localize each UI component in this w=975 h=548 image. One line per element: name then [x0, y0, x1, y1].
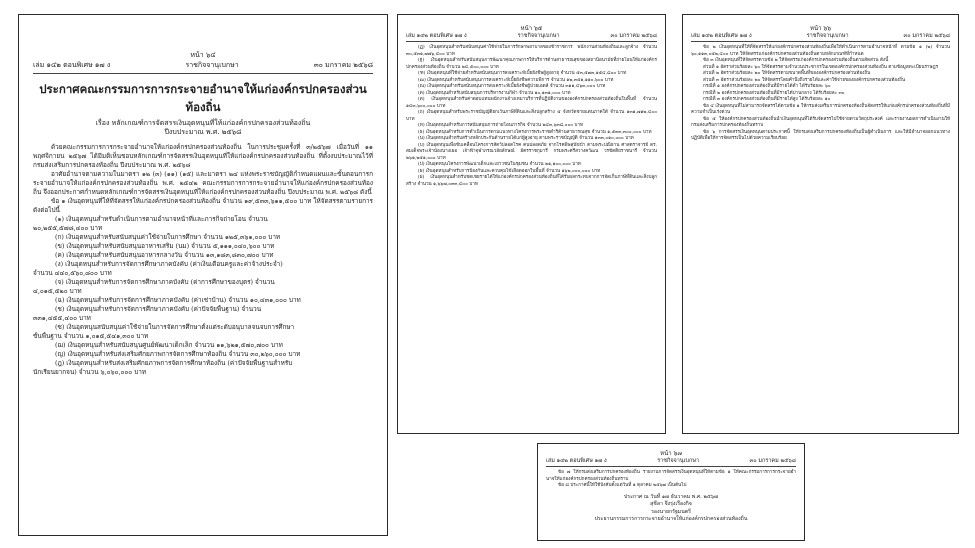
- paragraph: (ถ) เงินอุดหนุนสำหรับพระราชบัญญัติยกเว้นภาษีที่ดินและสิ่งปลูกสร้าง ๕ จังหวัดชายแดนภาคใต้ จำนวน ๑๓๑,๗๑๒,๔๐๐ บาท: [406, 110, 657, 122]
- announcement-subject: เรื่อง หลักเกณฑ์การจัดสรรเงินอุดหนุนที่ให้แก่องค์กรปกครองส่วนท้องถิ่น: [95, 119, 311, 127]
- gazette-page-64: [18, 14, 388, 536]
- paragraph: อาศัยอำนาจตามความในมาตรา ๑๒ (๓) (๑๑) (๑๕) และมาตรา ๒๔ แห่งพระราชบัญญัติกำหนดแผนและขั้นตอนการกระจายอำนาจให้แก่องค์กรปกครองส่วนท้องถิ่น พ.ศ. ๒๕๔๒ คณะกรรมการการกระจายอำนาจให้แก่องค์กรปกครองส่วนท้องถิ่น จึงออกประกาศกำหนดหลักเกณฑ์การจัดสรรเงินอุดหนุนที่ให้แก่องค์กรปกครองส่วนท้องถิ่น ปีงบประมาณ พ.ศ. ๒๕๖๘ ดังนี้: [33, 170, 373, 196]
- item-line: (ง) เงินอุดหนุนสำหรับการจัดการศึกษาภาคบังคับ (ค่าเงินเดือนครูและค่าจ้างประจำ): [55, 260, 283, 268]
- paragraph: (น) เงินอุดหนุนสำหรับสร้างหลักประกันด้านรายได้แก่ผู้สูงอายุ ตามพระราชบัญญัติ จำนวน ๑๓๓,๐๑๐,๐๐๐ บาท: [418, 136, 634, 141]
- paragraph: ข้อ ๔ เงินอุดหนุนที่ไม่สามารถจัดสรรได้ตามข้อ ๑ ให้กรมส่งเสริมการปกครองท้องถิ่นจัดสรรให้แก่องค์กรปกครองส่วนท้องถิ่นที่มีความจำเป็นเร่งด่วน: [691, 103, 950, 115]
- paragraph: (ฝ) เงินอุดหนุนสำหรับชดเชยรายได้ให้แก่องค์กรปกครองส่วนท้องถิ่นที่ได้รับผลกระทบจากการจัดเก็บภาษีที่ดินและสิ่งปลูกสร้าง จำนวน ๑,๖๖๗,๐๓๓,๔๐๐ บาท: [406, 175, 657, 187]
- item-line: (ช) เงินอุดหนุนสำหรับการจัดการศึกษาภาคบังคับ (ค่าปัจจัยพื้นฐาน) จำนวน: [55, 305, 262, 313]
- signatory-position: รองนายกรัฐมนตรี: [651, 508, 691, 515]
- paragraph: กรณีที่ ๒ องค์กรปกครองส่วนท้องถิ่นที่มีรายได้ปานกลาง ได้รับร้อยละ ๓๐: [703, 90, 845, 96]
- header-volume: เล่ม ๑๔๒ ตอนพิเศษ ๑๗ ง: [546, 458, 607, 464]
- item-line: ๓๓๑,๔๕๕,๔๐๐ บาท: [33, 314, 91, 322]
- signatory-name: สุชีลา จึงรุ่งเรืองกิจ: [650, 501, 692, 507]
- header-date: ๓๐ มกราคม ๒๕๖๘: [610, 33, 657, 39]
- item-line: จำนวน ๔๔๐,๕๖๐,๘๐๐ บาท: [33, 269, 112, 277]
- paragraph: ส่วนที่ ๓ อัตราส่วนร้อยละ ๒๐ ให้จัดสรรโดยคำนึงถึงรายได้และค่าใช้จ่ายขององค์กรปกครองส่วนท้องถิ่น: [703, 77, 906, 83]
- paragraph: (ต) เงินอุดหนุนสำหรับค่าตอบแทนพนักงานจ้างเหมาบริการที่ปฏิบัติงานขององค์กรปกครองส่วนท้องถิ่นในพื้นที่ จำนวน ๑๔๓,๖๐๐,๐๐๐ บาท: [406, 97, 657, 109]
- item-line: (ฎ) เงินอุดหนุนสำหรับส่งเสริมศักยภาพการจัดการศึกษาท้องถิ่น (ค่าปัจจัยพื้นฐานสำหรับ: [55, 359, 293, 367]
- paragraph: (ณ) เงินอุดหนุนสำหรับสนับสนุนการสงเคราะห์เบี้ยยังชีพผู้ป่วยเอดส์ จำนวน ๓๑๑,๔๖๓,๐๐๐ บาท: [418, 84, 606, 89]
- item-line: (ซ) เงินอุดหนุนสนับสนุนค่าใช้จ่ายในการจัดการศึกษาตั้งแต่ระดับอนุบาลจนจบการศึกษา: [55, 323, 295, 331]
- header-gazette: ราชกิจจานุเบกษา: [185, 61, 239, 69]
- announcement-fiscal-year: ปีงบประมาณ พ.ศ. ๒๕๖๘: [164, 128, 242, 136]
- paragraph: ข้อ ๒ เงินอุดหนุนที่ให้ที่จัดสรรให้แก่องค์กรปกครองส่วนท้องถิ่นเพื่อให้ดำเนินการตามอำนาจหน้าที่ ตามข้อ ๑ (๒) จำนวน ๖๐,๑๑๓,๐๕๒,๔๐๐ บาท ให้จัดสรรแก่องค์กรปกครองส่วนท้องถิ่นตามหลักเกณฑ์ที่กำหนด: [691, 45, 950, 57]
- gazette-page-65: [397, 14, 666, 434]
- item-line: ขั้นพื้นฐาน จำนวน ๑,๐๑๕,๕๔๑,๓๐๐ บาท: [33, 332, 149, 340]
- announcement-title: ประกาศคณะกรรมการการกระจายอำนาจให้แก่องค์กรปกครองส่วนท้องถิ่น: [39, 82, 367, 114]
- header-volume: เล่ม ๑๔๒ ตอนพิเศษ ๑๗ ง: [691, 33, 752, 39]
- gazette-page-66: [682, 14, 959, 434]
- paragraph: (ฐ) เงินอุดหนุนสำหรับสนับสนุนการพัฒนาคุณภาพการให้บริการด้านสาธารณสุขของสถานีอนามัยที่ถ่ายโอนให้แก่องค์กรปกครองส่วนท้องถิ่น จำนวน ๒๔,๕๐๐,๐๐๐ บาท: [406, 58, 657, 70]
- header-gazette: ราชกิจจานุเบกษา: [657, 458, 700, 464]
- paragraph: (ฑ) เงินอุดหนุนที่ใช้จ่ายสำหรับสนับสนุนการสงเคราะห์เบี้ยยังชีพผู้สูงอายุ จำนวน ๕๓,๕๗๓,๑๕๔,๘๐๐ บาท: [418, 71, 627, 76]
- item-line: (ข) เงินอุดหนุนสำหรับสนับสนุนอาหารเสริม (นม) จำนวน ๕,๑๑๑,๐๔๐,๖๐๐ บาท: [55, 242, 275, 250]
- item-line: นักเรียนยากจน) จำนวน ๖,๐๖๐,๐๐๐ บาท: [33, 368, 147, 376]
- page-header: [33, 60, 373, 74]
- header-date: ๓๐ มกราคม ๒๕๖๘: [903, 33, 950, 39]
- paragraph: (ท) เงินอุดหนุนสำหรับการสนับสนุนการถ่ายโอนภารกิจ จำนวน ๒๔๓,๖๓๘,๐๐๐ บาท: [418, 123, 584, 128]
- item-line: (๑) เงินอุดหนุนสำหรับดำเนินการตามอำนาจหน้าที่และภารกิจถ่ายโอน จำนวน: [55, 215, 268, 223]
- page-number: หน้า ๖๕: [520, 25, 543, 32]
- gazette-page-67: [537, 443, 805, 541]
- header-gazette: ราชกิจจานุเบกษา: [806, 33, 849, 39]
- paragraph: ข้อ ๑ เงินอุดหนุนที่ให้ที่จัดสรรให้แก่องค์กรปกครองส่วนท้องถิ่น จำนวน ๑๙,๕๓๓,๖๑๑,๕๐๐ บาท ให้จัดสรรตามรายการ ดังต่อไปนี้: [33, 197, 373, 214]
- paragraph: (ป) เงินอุดหนุนโครงการพัฒนาเด็กและเยาวชนในชุมชน จำนวน ๒๑,๑๐๐,๐๐๐ บาท: [418, 162, 581, 167]
- item-line: ๔,๐๑๕,๕๒๐ บาท: [33, 287, 82, 295]
- paragraph: ข้อ ๗ ให้กรมส่งเสริมการปกครองท้องถิ่น รายงานการจัดสรรเงินอุดหนุนที่ให้ตามข้อ ๑ ให้คณะกรรมการการกระจายอำนาจให้แก่องค์กรปกครองส่วนท้องถิ่นทราบ: [546, 470, 796, 482]
- header-date: ๓๐ มกราคม ๒๕๖๘: [749, 458, 796, 464]
- page-header: [546, 457, 796, 467]
- item-line: (ฉ) เงินอุดหนุนสำหรับการจัดการศึกษาภาคบังคับ (ค่าเช่าบ้าน) จำนวน ๑๐,๔๓๑,๐๐๐ บาท: [55, 296, 301, 304]
- item-line: (ก) เงินอุดหนุนสำหรับสนับสนุนค่าใช้จ่ายในการศึกษา จำนวน ๑๒๕,๓๖๑,๐๐๐ บาท: [55, 233, 281, 241]
- announcement-date: ประกาศ ณ วันที่ ๑๗ ธันวาคม พ.ศ. ๒๕๖๗: [624, 493, 718, 500]
- paragraph: ข้อ ๖ การจัดสรรเงินอุดหนุนตามประกาศนี้ ให้กรมส่งเสริมการปกครองท้องถิ่นเป็นผู้ดำเนินการ และให้มีอำนาจออกแนวทางปฏิบัติเพื่อให้การจัดสรรเป็นไปด้วยความเรียบร้อย: [691, 129, 950, 141]
- item-line: ๒๐,๒๕๕,๕๗๘,๔๐๐ บาท: [33, 224, 103, 232]
- paragraph: ข้อ ๕ ให้องค์กรปกครองส่วนท้องถิ่นนำเงินอุดหนุนที่ได้รับจัดสรรไปใช้จ่ายตามวัตถุประสงค์ และรายงานผลการดำเนินงานให้กรมส่งเสริมการปกครองท้องถิ่นทราบ: [691, 116, 950, 128]
- paragraph: ส่วนที่ ๑ อัตราส่วนร้อยละ ๖๐ ให้จัดสรรตามจำนวนประชากรในเขตองค์กรปกครองส่วนท้องถิ่น ตามข้อมูลทะเบียนราษฎร: [703, 64, 939, 70]
- page-number: หน้า ๖๖: [810, 25, 831, 32]
- signature-block: [546, 494, 796, 524]
- page-header: [406, 32, 657, 42]
- header-volume: เล่ม ๑๔๒ ตอนพิเศษ ๑๗ ง: [33, 61, 111, 69]
- item-line: (ฌ) เงินอุดหนุนสำหรับสนับสนุนศูนย์พัฒนาเด็กเล็ก จำนวน ๑๑,๖๒๑,๕๗๐,๗๐๐ บาท: [55, 341, 283, 349]
- item-line: (ค) เงินอุดหนุนสำหรับสนับสนุนอาหารกลางวัน จำนวน ๑๓,๑๘๓,๘๓๐,๗๐๐ บาท: [55, 251, 274, 259]
- paragraph: กรณีที่ ๓ องค์กรปกครองส่วนท้องถิ่นที่มีรายได้สูง ได้รับร้อยละ ๑๐: [703, 97, 831, 102]
- header-gazette: ราชกิจจานุเบกษา: [517, 33, 560, 39]
- header-date: ๓๐ มกราคม ๒๕๖๘: [313, 61, 373, 69]
- paragraph: ข้อ ๘ ประกาศนี้ให้ใช้บังคับตั้งแต่วันที่ ๑ ตุลาคม ๒๕๖๗ เป็นต้นไป: [558, 483, 687, 488]
- item-line: (ญ) เงินอุดหนุนสำหรับส่งเสริมศักยภาพการจัดการศึกษาท้องถิ่น จำนวน ๓๐,๒๖๐,๐๐๐ บาท: [55, 350, 301, 358]
- paragraph: (ธ) เงินอุดหนุนสำหรับการดำเนินการตามแนวทางโครงการพระราชดำริด้านสาธารณสุข จำนวน ๑,๕๓๓,๓๐๐,๐๐๐ บาท: [418, 129, 652, 135]
- paragraph: ส่วนที่ ๒ อัตราส่วนร้อยละ ๒๐ ให้จัดสรรตามขนาดพื้นที่ขององค์กรปกครองส่วนท้องถิ่น: [703, 71, 871, 76]
- page-number: หน้า ๖๔: [190, 51, 216, 59]
- paragraph: (ฏ) เงินอุดหนุนสำหรับสนับสนุนค่าใช้จ่ายในการรักษาพยาบาลของข้าราชการ พนักงานส่วนท้องถิ่นและลูกจ้าง จำนวน ๓๐,๕๓๑,๗๗๖,๔๐๐ บาท: [406, 45, 657, 57]
- paragraph: (ฒ) เงินอุดหนุนสำหรับสนับสนุนการสงเคราะห์เบี้ยยังชีพความพิการ จำนวน ๑๒,๓๕๑,๑๑๐,๖๐๐ บาท: [418, 77, 614, 83]
- paragraph: ด้วยคณะกรรมการการกระจายอำนาจให้แก่องค์กรปกครองส่วนท้องถิ่น ในการประชุมครั้งที่ ๓/๒๕๖๗ เมื่อวันที่ ๑๑ พฤศจิกายน ๒๕๖๗ ได้มีมติเห็นชอบหลักเกณฑ์การจัดสรรเงินอุดหนุนที่ให้แก่องค์กรปกครองส่วนท้องถิ่น ที่ตั้งงบประมาณไว้ที่กรมส่งเสริมการปกครองท้องถิ่น ปีงบประมาณ พ.ศ. ๒๕๖๘: [33, 143, 373, 169]
- paragraph: (บ) เงินอุดหนุนเพื่อขับเคลื่อนโครงการสัตว์ปลอดโรค คนปลอดภัย จากโรคพิษสุนัขบ้า ตามพระปณิธาน ศาสตราจารย์ ดร. สมเด็จพระเจ้าน้องนางเธอ เจ้าฟ้าจุฬาภรณวลัยลักษณ์ อัครราชกุมารี กรมพระศรีสวางควัฒน วรขัตติยราชนารี จำนวน ๒๖๑,๒๕๑,๐๐๐ บาท: [406, 142, 657, 161]
- paragraph: (ด) เงินอุดหนุนสำหรับสนับสนุนการบริหารงานกีฬา จำนวน ๑๐,๑๓๑,๐๐๐ บาท: [418, 90, 571, 96]
- paragraph: ข้อ ๓ เงินอุดหนุนที่ให้จัดสรรตามข้อ ๒ ให้จัดสรรแก่องค์กรปกครองส่วนท้องถิ่นตามสัดส่วน ดังนี้: [703, 58, 889, 63]
- header-volume: เล่ม ๑๔๒ ตอนพิเศษ ๑๗ ง: [406, 33, 467, 39]
- paragraph: (ผ) เงินอุดหนุนสำหรับการป้องกันและควบคุมไข้เลือดออกในพื้นที่ จำนวน ๑๖๒,๐๐๐,๐๐๐ บาท: [418, 168, 601, 174]
- signatory-role: ประธานกรรมการการกระจายอำนาจให้แก่องค์กรปกครองส่วนท้องถิ่น: [594, 516, 748, 522]
- paragraph: กรณีที่ ๑ องค์กรปกครองส่วนท้องถิ่นที่มีรายได้ต่ำ ได้รับร้อยละ ๖๐: [703, 84, 831, 89]
- item-line: (จ) เงินอุดหนุนสำหรับการจัดการศึกษาภาคบังคับ (ค่าการศึกษาของบุตร) จำนวน: [55, 278, 275, 286]
- page-number: หน้า ๖๗: [660, 450, 682, 457]
- page-header: [691, 32, 950, 42]
